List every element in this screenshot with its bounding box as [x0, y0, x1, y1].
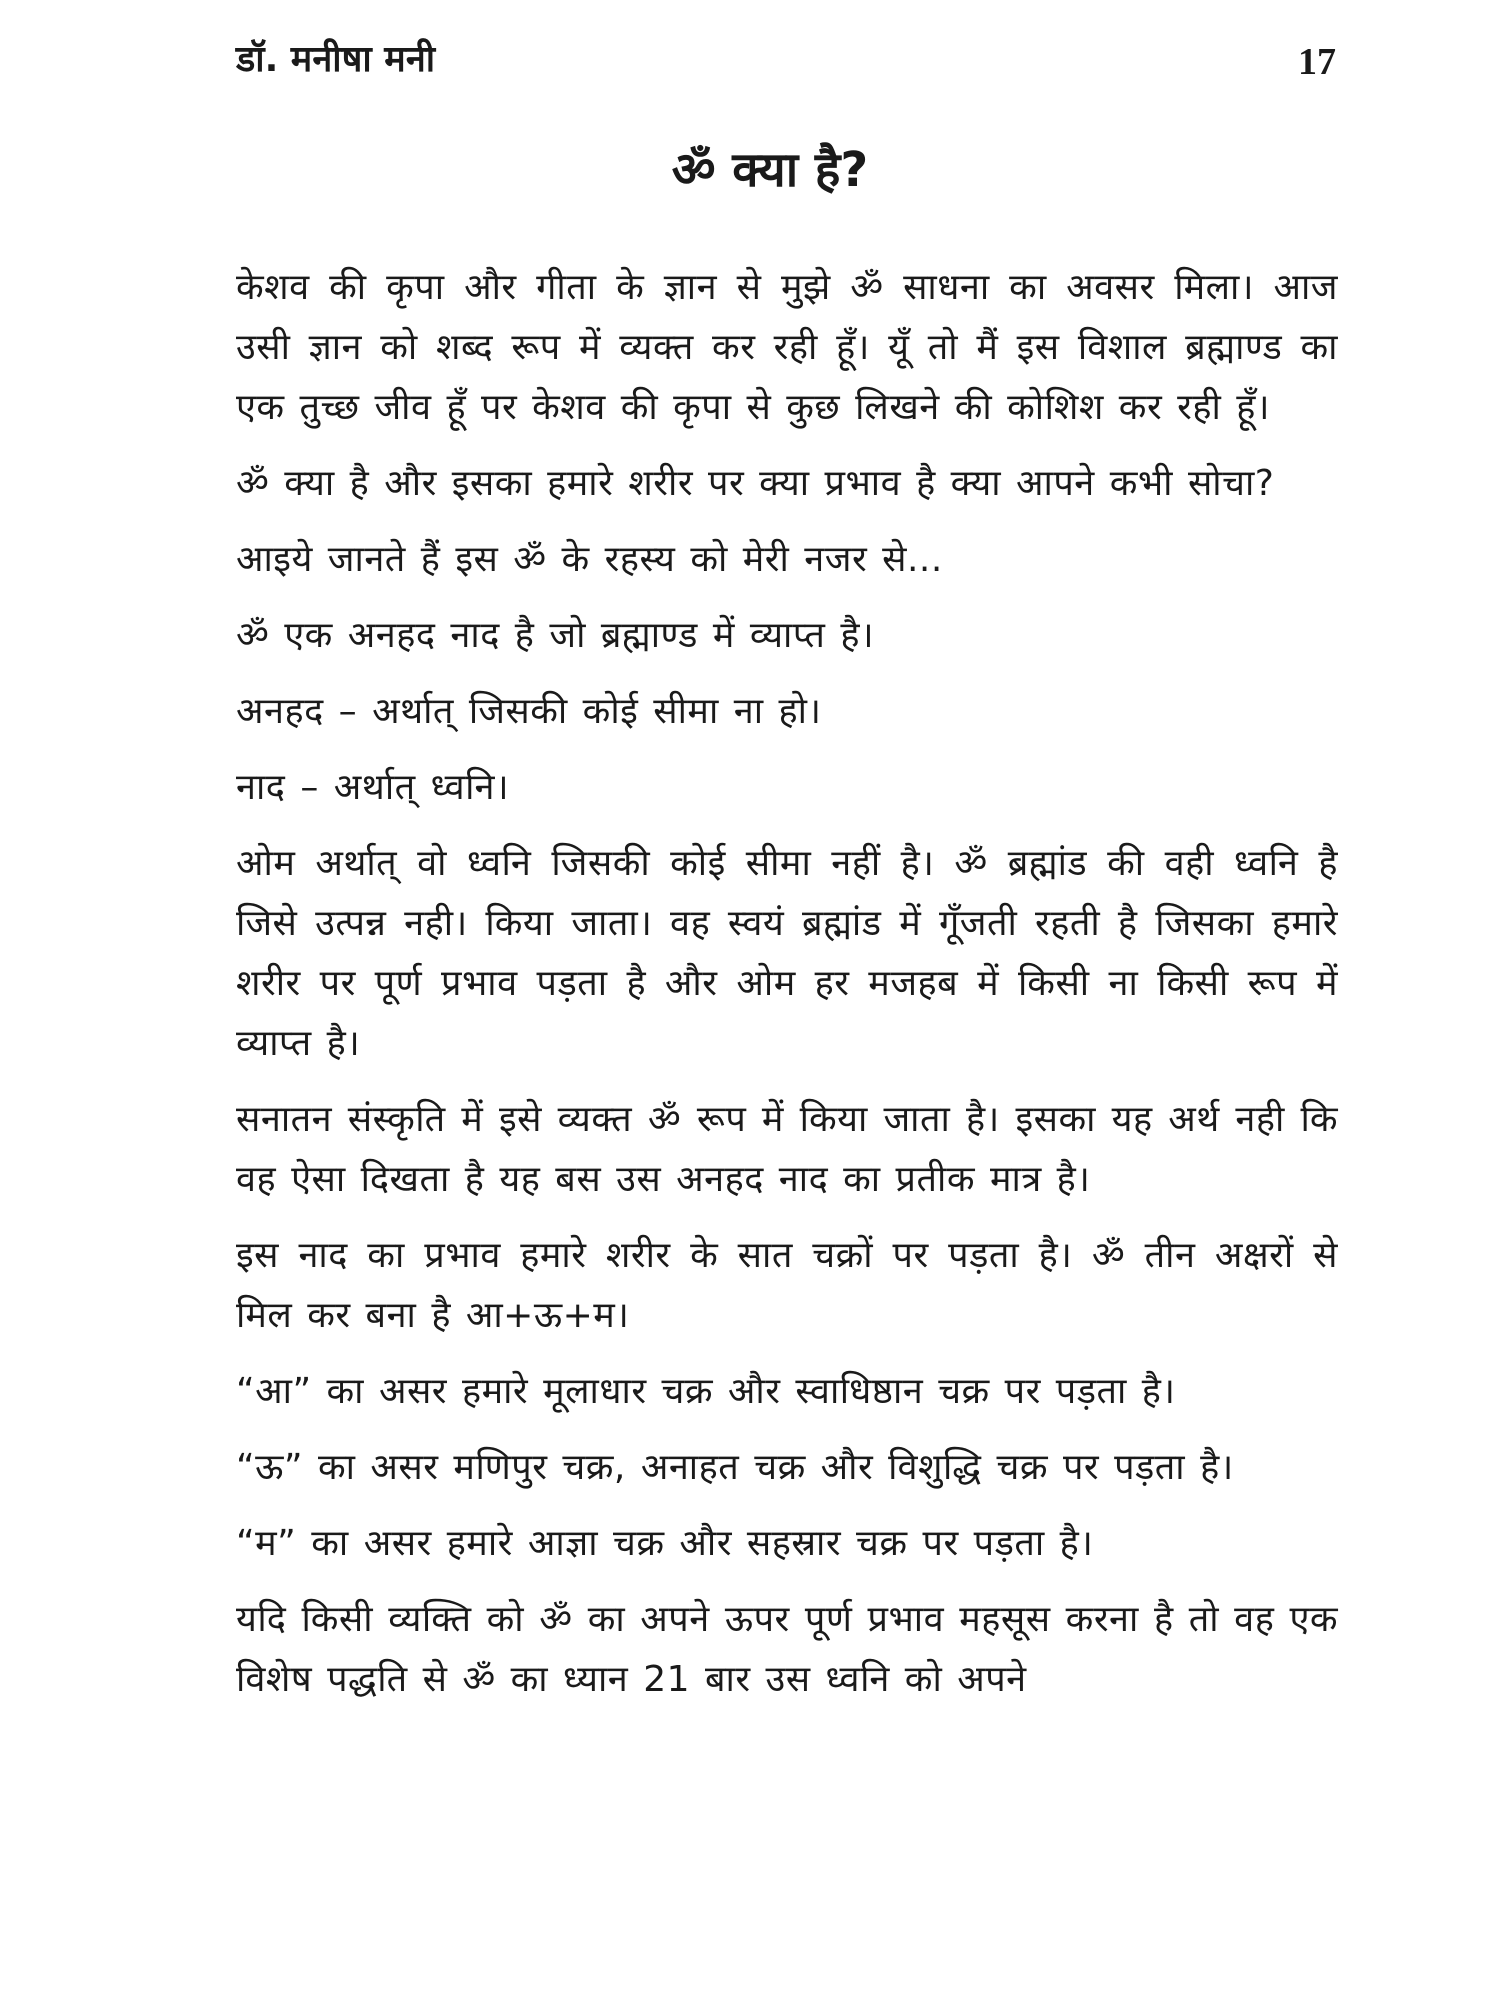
paragraph-1: केशव की कृपा और गीता के ज्ञान से मुझे ॐ साधना का अवसर मिला। आज उसी ज्ञान को शब्द रूप में व्यक्त कर रही हूँ। यूँ तो मैं इस विशाल ब्रह्माण्ड का एक तुच्छ जीव हूँ पर केशव की कृपा से कुछ लिखने की कोशिश कर रही हूँ।	[236, 267, 1338, 428]
paragraph-8: सनातन संस्कृति में इसे व्यक्त ॐ रूप में किया जाता है। इसका यह अर्थ नही कि वह ऐसा दिखता है यह बस उस अनहद नाद का प्रतीक मात्र है।	[236, 1099, 1338, 1200]
paragraph-6: नाद – अर्थात् ध्वनि।	[236, 767, 510, 808]
paragraph-13: यदि किसी व्यक्ति को ॐ का अपने ऊपर पूर्ण प्रभाव महसूस करना है तो वह एक विशेष पद्धति से ॐ का ध्यान 21 बार उस ध्वनि को अपने	[236, 1599, 1338, 1700]
paragraph-4: ॐ एक अनहद नाद है जो ब्रह्माण्ड में व्याप्त है।	[236, 615, 875, 656]
paragraph-11: “ऊ” का असर मणिपुर चक्र, अनाहत चक्र और विशुद्धि चक्र पर पड़ता है।	[236, 1447, 1234, 1488]
paragraph-10: “आ” का असर हमारे मूलाधार चक्र और स्वाधिष्ठान चक्र पर पड़ता है।	[236, 1371, 1176, 1412]
chapter-title: ॐ क्या है?	[671, 142, 869, 198]
page-number: 17	[1298, 41, 1336, 83]
paragraph-9: इस नाद का प्रभाव हमारे शरीर के सात चक्रों पर पड़ता है। ॐ तीन अक्षरों से मिल कर बना है आ+ऊ+म।	[236, 1235, 1338, 1336]
page-header	[236, 30, 1336, 90]
paragraph-2: ॐ क्या है और इसका हमारे शरीर पर क्या प्रभाव है क्या आपने कभी सोचा?	[236, 463, 1275, 504]
paragraph-7: ओम अर्थात् वो ध्वनि जिसकी कोई सीमा नहीं है। ॐ ब्रह्मांड की वही ध्वनि है जिसे उत्पन्न नही। किया जाता। वह स्वयं ब्रह्मांड में गूँजती रहती है जिसका हमारे शरीर पर पूर्ण प्रभाव पड़ता है और ओम हर मजहब में किसी ना किसी रूप में व्याप्त है।	[236, 843, 1338, 1064]
paragraph-12: “म” का असर हमारे आज्ञा चक्र और सहस्रार चक्र पर पड़ता है।	[236, 1523, 1094, 1564]
paragraph-3: आइये जानते हैं इस ॐ के रहस्य को मेरी नजर से...	[236, 539, 943, 580]
chapter-body	[236, 258, 1338, 1726]
paragraph-5: अनहद – अर्थात् जिसकी कोई सीमा ना हो।	[236, 691, 822, 732]
author-name: डॉ. मनीषा मनी	[236, 39, 436, 80]
